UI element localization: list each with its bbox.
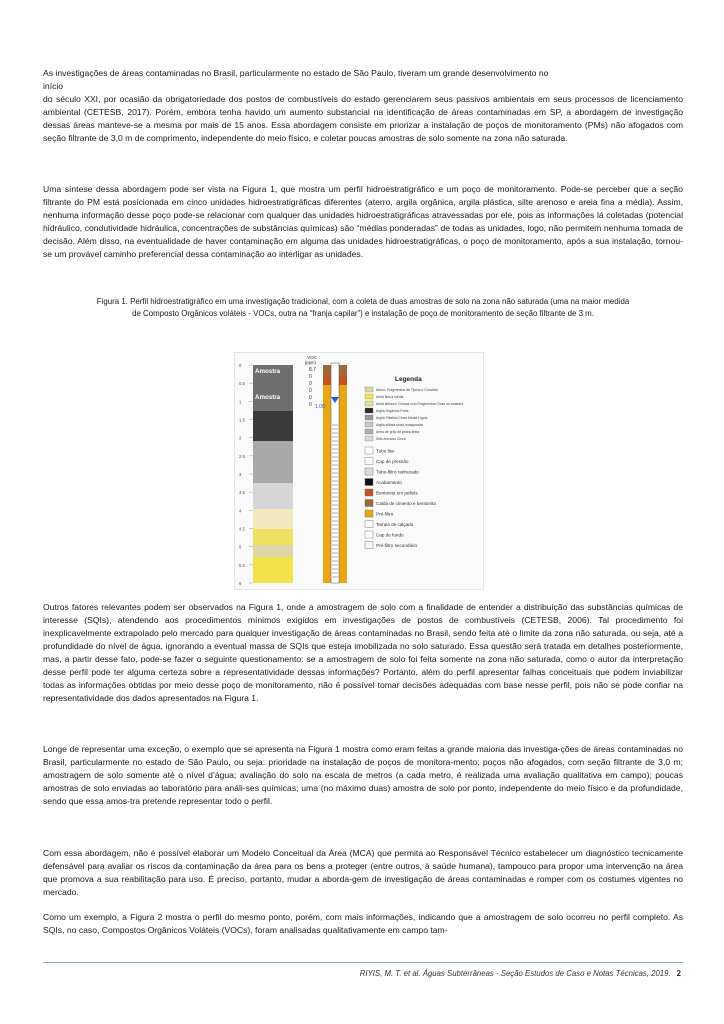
figure-1-well-profile [234,352,484,590]
legend-well [365,447,436,549]
legend-soil-label: Argila Plástica Cinza Média Lígula [376,416,428,421]
legend-well-swatch [365,468,373,475]
legend-well-swatch [365,531,373,538]
depth-tick-label: 1.5 [239,417,245,423]
figure-caption [43,296,683,319]
legend-well-label: Cap de pressão [376,459,409,464]
paragraph-2 [43,183,683,261]
depth-tick-label: 1 [239,399,242,405]
legend-soil-label: Areia fina a média [376,395,404,400]
paragraph-6-text: Como um exemplo, a Figura 2 mostra o perfil do mesmo ponto, porém, com mais informações, indicando que a amostragem de solo ocorreu no perfil completo. As SQIs, no caso, Compostos Orgânicos Voláteis (VOCs), foram analisadas qualitativamente em campo tam- [43,912,683,935]
legend-soil-swatch [365,401,373,406]
legend-well-swatch [365,500,373,507]
depth-tick-label: 3.5 [239,490,245,496]
paragraph-5 [43,847,683,899]
paragraph-4-text: Longe de representar uma exceção, o exemplo que se apresenta na Figura 1 mostra como eram feitas a grande maioria das investiga-ções de áreas contaminadas no Brasil, particularmente no estado de São Paulo, ou seja: prioridade na instalação de poços de monitora-mento; poços não afogados, com seção filtrante de 3,0 m; amostragem de solo somente até o nível d’água; avaliação do solo na escala de metros (a cada metro, é realizada uma avaliação qualitativa em campo); poucas amostras de solo enviadas ao laboratório para análi-ses químicas; uma (no máximo duas) amostra de solo por ponto, independente do meio físico e da profundidade, sendo que essa amos-tra pretende representar todo o perfil. [43,744,683,806]
legend-soil-label: Areia siltosa e Grossa com Fragmentos Cinza ou amarela [376,402,464,407]
footer-rule [43,962,683,963]
legend-well-swatch [365,447,373,454]
legend-soil-swatch [365,387,373,392]
footer-citation: RIYIS, M. T. et al. Águas Subterrâneas - Seção Estudos de Caso e Notas Técnicas, 2019. [359,969,671,978]
depth-tick-label: 4.5 [239,526,245,532]
depth-tick-label: 2 [239,435,242,441]
layer-areia-fina-1 [253,529,293,545]
legend-well-swatch [365,489,373,496]
legend-soil-swatch [365,415,373,420]
legend-soil-label: Aterro: Fragmentos de Tijolos e Concreto [376,388,439,393]
voc-value: 0 [309,381,312,387]
paragraph-3 [43,601,683,705]
legend-well-label: Bentonita em pellets [376,490,418,496]
paragraph-3-text: Outros fatores relevantes podem ser observados na Figura 1, onde a amostragem de solo com a finalidade de entender a distribuição das substâncias químicas de interesse (SQIs), atendendo aos procedimentos mínimos exigidos em investigações de postos de combustíveis (CETESB, 2006). Tal procedimento foi inexplicavelmente extrapolado pelo mercado para qualquer investigação de áreas contaminadas no Brasil, sendo feita até o limite da zona não saturada, ou seja, até a profundidade do nível de água, ignorando a eventual massa de SQIs que esteja imobilizada no solo saturado. Essa questão será tratada em detalhes posteriormente, mas, a partir desse fato, pode-se fazer o seguinte questionamento: se a amostragem de solo foi feita somente na zona não saturada, como o autor da interpretação desse perfil pode ter alguma certeza sobre a representatividade dessas informações? Portanto, além do perfil apresentar falhas conceituais que podem inviabilizar todas as informações obtidas por meio desse poço de monitoramento, não é possível tomar decisões adequadas com base nesse perfil, pois não se pode confiar na representatividade dos dados apresentados na Figura 1. [43,602,683,703]
sample-label-2: Amostra [255,394,281,401]
legend-title: Legenda [395,376,422,383]
depth-tick-label: 5 [239,544,242,550]
legend-soil-swatch [365,422,373,427]
voc-value: 0 [309,402,312,408]
layer-argila-organica [253,411,293,441]
voc-header: VOC [307,355,317,360]
page-number: 2 [676,969,681,978]
water-level-label: 1.00 [315,404,325,410]
sample-label-1: Amostra [255,368,281,375]
legend-soil-label: Argila Orgânica Preta [376,409,409,414]
legend-well-swatch [365,510,373,517]
paragraph-5-text: Com essa abordagem, não é possível elaborar um Modelo Conceitual da Área (MCA) que permita ao Responsável Técnico estabelecer um diagnóstico tecnicamente defensável para avaliar os riscos da contaminação da área para os bens a proteger (entre outros, à saúde humana), tampouco para propor uma intervenção na área que promova a sua reabilitação para uso. É preciso, portanto, mudar a aborda-gem de investigação de áreas contaminadas e romper com os costumes vigentes no mercado. [43,848,683,897]
legend-well-label: Pré-filtro secundário [376,543,418,548]
legend-well-swatch [365,479,373,486]
layer-silte-arenoso [253,483,293,509]
depth-tick-label: 0.5 [239,381,245,387]
legend-soil-swatch [365,436,373,441]
paragraph-2-text: Uma síntese dessa abordagem pode ser vista na Figura 1, que mostra um perfil hidroestratigráfico e um poço de monitoramento. Pode-se perceber que a seção filtrante do PM está posicionada em cinco unidades hidroestratigráficas diferentes (aterro, argila orgânica, argila plástica, silte arenoso e areia fina a média). Assim, nenhuma informação desse poço pode-se relacionar com qualquer das unidades hidroestratigráficas atravessadas por ele, pois as informações lá coletadas (potencial hidráulico, condutividade hidráulica, concentrações de substâncias químicas) são “médias ponderadas” de todas as unidades, logo, não permitem nenhuma tomada de decisão. Além disso, na eventualidade de haver contaminação em alguma das unidades hidroestratigráficas, o poço de monitoramento, após a sua instalação, tornou-se um provável caminho preferencial dessa contaminação ao interligar as unidades. [43,184,683,259]
layer-argila-plastica [253,441,293,483]
figure-caption-line-2: de Composto Orgânicos voláteis - VOCs, outra na “franja capilar”) e instalação de poço de monitoramento de seção filtrante de 3 m. [132,308,594,318]
voc-value: 0 [309,395,312,401]
legend-soil-label: Argila siltosa cinza mosqueada [376,423,423,428]
legend-soil-swatch [365,408,373,413]
voc-value: 0 [309,388,312,394]
layer-silte [253,545,293,557]
legend-well-swatch [365,458,373,465]
voc-unit: (ppm) [305,360,316,365]
legend-soil-swatch [365,429,373,434]
legend-well-swatch [365,542,373,549]
voc-values [309,367,316,408]
paragraph-1-line-2: início [43,81,64,91]
legend-soil-label: Areia de grão de pedra areia [376,430,420,435]
soil-column [253,365,293,583]
depth-tick-label: 6 [239,581,242,586]
monitoring-well [315,363,347,583]
legend-soil-swatch [365,394,373,399]
page-footer [360,969,681,978]
legend-well-label: Tampa de calçada [376,522,414,527]
figure-caption-line-1: Figura 1. Perfil hidroestratigráfico em uma investigação tradicional, com a coleta de duas amostras de solo na zona não saturada (uma na maior medida [96,297,630,306]
depth-tick-label: 5.5 [239,562,245,568]
legend-soils [365,387,463,441]
paragraph-1-line-1: As investigações de áreas contaminadas no Brasil, particularmente no estado de São Paulo, tiveram um grande desenvolvimento no [43,68,549,78]
voc-value: 8.7 [309,367,316,373]
well-profile-diagram [235,353,483,589]
legend-well-label: Acabamento [376,480,402,485]
layer-areia-fina-2 [253,557,293,583]
legend-well-swatch [365,521,373,528]
depth-tick-label: 3 [239,472,242,477]
depth-tick-label: 4 [239,508,242,514]
paragraph-1-line-3: do século XXI, por ocasião da obrigatoriedade dos postos de combustíveis do estado gerenciarem seus passivos ambientais em seus processos de licenciamento ambiental (CETESB, 2017). Porém, embora tenha havido um aumento substancial na identificação de áreas contaminadas em SP, a abordagem de investigação dessas áreas manteve-se a mesma por mais de 15 anos. Essa abordagem consiste em priorizar a instalação de poços de monitoramento (PMs) não afogados com seção filtrante de 3,0 m de comprimento, independente do meio físico, e coletar poucas amostras de solo somente na zona não saturada. [43,94,683,143]
paragraph-1 [43,67,683,145]
legend-soil-label: Silte Arenoso Cinza [376,437,406,442]
depth-axis [239,363,253,586]
legend-well-label: Pré-filtro [376,511,394,517]
legend-well-label: Calda de cimento e bentonita [376,501,436,506]
voc-value: 0 [309,374,312,380]
depth-tick-label: 0 [239,363,242,368]
paragraph-6 [43,911,683,937]
depth-tick-label: 2.5 [239,453,245,459]
paragraph-4 [43,743,683,808]
layer-areia-siltosa [253,509,293,529]
legend-well-label: Tubo liso [376,448,395,454]
legend-well-label: Cap de fundo [376,532,404,538]
legend-well-label: Tubo-filtro ranhurado [376,469,419,475]
